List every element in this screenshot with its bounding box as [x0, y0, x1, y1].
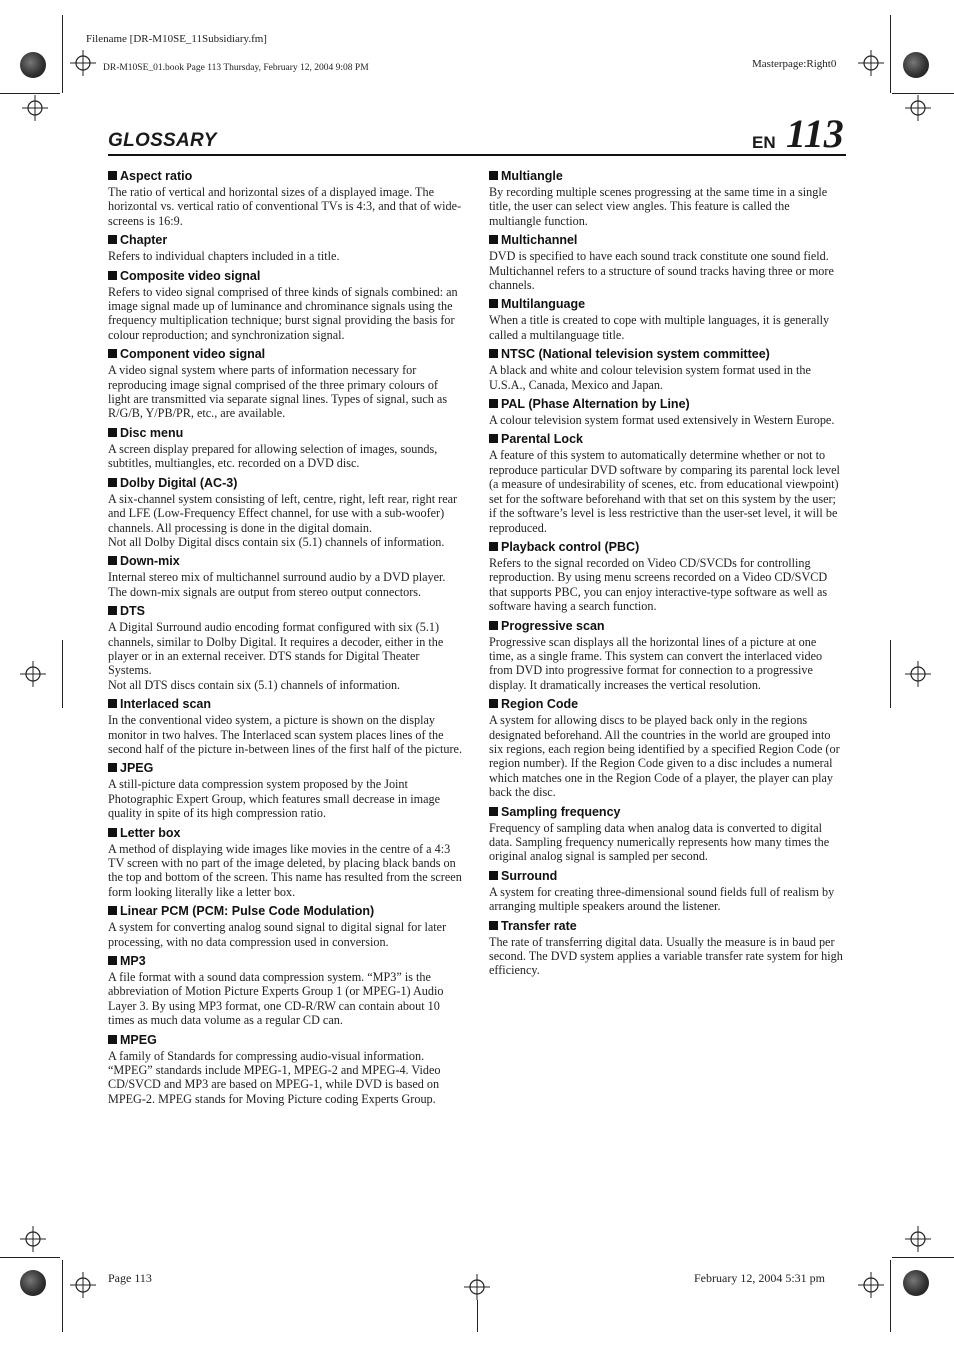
definition-paragraph: Frequency of sampling data when analog data is converted to digital data. Sampling frequency numerically represents how many times the original analog signal is sampled per second. [489, 820, 830, 864]
glossary-definition [108, 970, 463, 1028]
square-bullet-icon [108, 606, 117, 615]
glossary-term-text: MPEG [120, 1032, 157, 1047]
glossary-term [108, 696, 463, 712]
page-title: GLOSSARY [108, 130, 217, 151]
glossary-definition [489, 448, 844, 534]
glossary-term [489, 296, 844, 312]
square-bullet-icon [108, 1035, 117, 1044]
square-bullet-icon [489, 807, 498, 816]
glossary-definition [108, 920, 463, 949]
definition-paragraph: Not all DTS discs contain six (5.1) channels of information. [108, 677, 401, 692]
glossary-term [108, 903, 463, 919]
glossary-entry [489, 539, 844, 614]
glossary-entry [108, 268, 463, 343]
square-bullet-icon [489, 434, 498, 443]
glossary-term [108, 475, 463, 491]
glossary-term [108, 268, 463, 284]
filename-label: Filename [DR-M10SE_11Subsidiary.fm] [86, 33, 267, 45]
square-bullet-icon [108, 271, 117, 280]
glossary-definition [108, 842, 463, 900]
square-bullet-icon [108, 556, 117, 565]
glossary-term-text: NTSC (National television system committee) [501, 347, 770, 362]
definition-paragraph: A method of displaying wide images like movies in the centre of a 4:3 TV screen with no part of the image deleted, by placing black bands on the top and bottom of the screen. This name has resulted from the screen form looking literally like a letter box. [108, 841, 462, 899]
glossary-term-text: Down-mix [120, 554, 180, 569]
glossary-entry [108, 346, 463, 421]
glossary-term [489, 696, 844, 712]
glossary-entry [489, 431, 844, 534]
crosshair-icon [70, 50, 96, 76]
glossary-definition [108, 285, 463, 343]
definition-paragraph: Refers to the signal recorded on Video CD/SVCDs for controlling reproduction. By using menu screens recorded on a Video CD/SVCD that supports PBC, you can enjoy interactive-type software as well as software having a search function. [489, 555, 828, 614]
glossary-term-text: Chapter [120, 233, 168, 248]
glossary-term [108, 825, 463, 841]
square-bullet-icon [489, 299, 498, 308]
definition-paragraph: The rate of transferring digital data. Usually the measure is in baud per second. The DVD system applies a variable transfer rate system for high efficiency. [489, 934, 843, 978]
glossary-term-text: Region Code [501, 697, 579, 712]
definition-paragraph: A black and white and colour television system format used in the U.S.A., Canada, Mexico and Japan. [489, 363, 811, 392]
crosshair-icon [905, 1226, 931, 1252]
definition-paragraph: DVD is specified to have each sound track constitute one sound field. Multichannel refers to a structure of sound tracks having three or more channels. [489, 249, 834, 293]
masterpage-label: Masterpage:Right0 [752, 58, 837, 70]
glossary-entry [489, 696, 844, 799]
glossary-left-column [108, 168, 463, 1110]
glossary-term-text: Multichannel [501, 233, 578, 248]
glossary-definition [108, 713, 463, 756]
glossary-term-text: Dolby Digital (AC-3) [120, 475, 238, 490]
glossary-entry [108, 953, 463, 1028]
square-bullet-icon [489, 542, 498, 551]
crosshair-icon [70, 1272, 96, 1298]
crosshair-icon [20, 1226, 46, 1252]
glossary-term [489, 431, 844, 447]
square-bullet-icon [489, 235, 498, 244]
registration-ball-icon [903, 52, 929, 78]
square-bullet-icon [108, 171, 117, 180]
definition-paragraph: Internal stereo mix of multichannel surround audio by a DVD player. The down-mix signals are output from stereo output connectors. [108, 570, 446, 599]
glossary-definition [489, 713, 844, 799]
glossary-entry [489, 618, 844, 693]
glossary-definition [108, 363, 463, 421]
glossary-definition [489, 363, 844, 392]
glossary-entry [108, 425, 463, 471]
glossary-term [489, 918, 844, 934]
definition-paragraph: A system for allowing discs to be played back only in the regions designated beforehand. All the countries in the world are grouped into six regions, each region being identified by a specified Region Code (or region number). If the Region Code given to a disc includes a numeral which matches one in the Region Code of a player, the player can play back the disc. [489, 713, 840, 800]
language-label: EN [752, 133, 776, 152]
crosshair-icon [464, 1274, 490, 1300]
glossary-term-text: Composite video signal [120, 268, 261, 283]
square-bullet-icon [108, 235, 117, 244]
glossary-definition [489, 635, 844, 693]
definition-paragraph: A Digital Surround audio encoding format configured with six (5.1) channels, similar to Dolby Digital. It requires a decoder, either in the player or in an external receiver. DTS stands for Digital Theater Systems. [108, 620, 444, 678]
crosshair-icon [858, 50, 884, 76]
glossary-right-column [489, 168, 844, 982]
glossary-definition [489, 885, 844, 914]
square-bullet-icon [108, 906, 117, 915]
square-bullet-icon [489, 621, 498, 630]
glossary-term [489, 868, 844, 884]
glossary-entry [108, 1032, 463, 1107]
glossary-definition [489, 556, 844, 614]
glossary-term [489, 346, 844, 362]
square-bullet-icon [108, 828, 117, 837]
definition-paragraph: Refers to individual chapters included in a title. [108, 249, 340, 264]
glossary-definition [108, 492, 463, 550]
definition-paragraph: A colour television system format used extensively in Western Europe. [489, 413, 835, 428]
glossary-definition [489, 313, 844, 342]
definition-paragraph: A system for converting analog sound signal to digital signal for later processing, with no data compression used in conversion. [108, 920, 447, 949]
glossary-term-text: Surround [501, 868, 558, 883]
square-bullet-icon [489, 921, 498, 930]
glossary-term [108, 425, 463, 441]
definition-paragraph: A video signal system where parts of information necessary for reproducing image signal comprised of the three primary colours of light are transmitted via separate signal lines. Types of signal, such as R/G/B, Y/PB/PR, etc., are available. [108, 363, 448, 421]
definition-paragraph: Progressive scan displays all the horizontal lines of a picture at one time, as a single frame. This system can convert the interlaced video from DVD into progressive format for connection to a progressive display. It dramatically increases the vertical resolution. [489, 634, 823, 692]
square-bullet-icon [489, 349, 498, 358]
definition-paragraph: A six-channel system consisting of left, centre, right, left rear, right rear and LFE (Low-Frequency Effect channel, for use with a sub-woofer) channels. All processing is done in the digital domain. [108, 491, 458, 535]
square-bullet-icon [108, 428, 117, 437]
glossary-entry [108, 603, 463, 692]
crosshair-icon [22, 95, 48, 121]
square-bullet-icon [489, 699, 498, 708]
registration-ball-icon [20, 1270, 46, 1296]
glossary-definition [489, 249, 844, 292]
glossary-term-text: Disc menu [120, 425, 184, 440]
glossary-entry [489, 918, 844, 978]
glossary-entry [108, 553, 463, 599]
glossary-term [108, 168, 463, 184]
glossary-term [489, 168, 844, 184]
glossary-entry [108, 825, 463, 900]
glossary-term [489, 232, 844, 248]
definition-paragraph: Refers to video signal comprised of three kinds of signals combined: an image signal made up of luminance and chrominance signals using the frequency multiplication technique; burst signal providing the basis for colour reproduction; and synchronization signal. [108, 284, 458, 342]
glossary-term-text: Linear PCM (PCM: Pulse Code Modulation) [120, 904, 375, 919]
definition-paragraph: A file format with a sound data compression system. “MP3” is the abbreviation of Motion Picture Experts Group 1 (or MPEG-1) Audio Layer 3. By using MP3 format, one CD-R/RW can contain about 10 times as much data volume as a regular CD can. [108, 970, 444, 1028]
definition-paragraph: A family of Standards for compressing audio-visual information. “MPEG” standards include MPEG-1, MPEG-2 and MPEG-4. Video CD/SVCD and MP3 are based on MPEG-1, while DVD is based on MPEG-2. MPEG stands for Moving Picture coding Experts Group. [108, 1048, 441, 1106]
glossary-definition [489, 185, 844, 228]
glossary-definition [108, 1049, 463, 1107]
glossary-entry [108, 168, 463, 228]
definition-paragraph: Not all Dolby Digital discs contain six (5.1) channels of information. [108, 534, 445, 549]
header-rule [108, 154, 846, 156]
glossary-entry [489, 232, 844, 292]
glossary-entry [108, 760, 463, 820]
registration-ball-icon [20, 52, 46, 78]
glossary-term-text: JPEG [120, 761, 154, 776]
glossary-definition [489, 821, 844, 864]
square-bullet-icon [108, 349, 117, 358]
glossary-entry [489, 296, 844, 342]
glossary-entry [108, 232, 463, 263]
glossary-term-text: Multilanguage [501, 297, 586, 312]
glossary-term [108, 232, 463, 248]
glossary-definition [108, 620, 463, 692]
registration-ball-icon [903, 1270, 929, 1296]
definition-paragraph: A feature of this system to automatically determine whether or not to reproduce particular DVD software by comparing its parental lock level (a measure of undesirability of scenes, etc. from educational viewpoint) set for the software beforehand with that set on this system by the user; if the software’s level is less restrictive than the user-set level, it will be reproduced. [489, 448, 840, 535]
glossary-entry [489, 868, 844, 914]
glossary-term-text: Interlaced scan [120, 697, 212, 712]
glossary-term-text: Sampling frequency [501, 804, 621, 819]
square-bullet-icon [489, 399, 498, 408]
glossary-definition [108, 442, 463, 471]
footer-page-label: Page 113 [108, 1271, 152, 1285]
crosshair-icon [20, 661, 46, 687]
glossary-term [108, 603, 463, 619]
glossary-definition [108, 185, 463, 228]
glossary-entry [108, 903, 463, 949]
crosshair-icon [905, 95, 931, 121]
glossary-entry [489, 396, 844, 427]
definition-paragraph: A still-picture data compression system proposed by the Joint Photographic Expert Group, which features small decrease in image quality in spite of its high compression ratio. [108, 777, 440, 821]
glossary-term [489, 618, 844, 634]
glossary-term [108, 1032, 463, 1048]
glossary-term [108, 760, 463, 776]
definition-paragraph: When a title is created to cope with multiple languages, it is generally called a multilanguage title. [489, 313, 830, 342]
definition-paragraph: In the conventional video system, a picture is shown on the display monitor in two halves. The Interlaced scan system places lines of the second half of the picture in-between lines of the first half of the picture. [108, 713, 462, 756]
glossary-term-text: Multiangle [501, 169, 563, 183]
crosshair-icon [858, 1272, 884, 1298]
glossary-term-text: Aspect ratio [120, 169, 193, 183]
glossary-term-text: Progressive scan [501, 618, 605, 633]
glossary-entry [108, 475, 463, 550]
crosshair-icon [905, 661, 931, 687]
glossary-term [489, 804, 844, 820]
square-bullet-icon [108, 763, 117, 772]
glossary-term-text: Parental Lock [501, 432, 583, 447]
square-bullet-icon [489, 171, 498, 180]
glossary-term-text: DTS [120, 604, 145, 619]
page-number: 113 [786, 111, 844, 156]
glossary-term-text: Transfer rate [501, 918, 577, 933]
glossary-term-text: Letter box [120, 825, 181, 840]
book-info-label: DR-M10SE_01.book Page 113 Thursday, February 12, 2004 9:08 PM [103, 63, 369, 73]
glossary-term [489, 539, 844, 555]
glossary-entry [489, 346, 844, 392]
glossary-entry [489, 168, 844, 228]
glossary-definition [489, 413, 844, 427]
definition-paragraph: A screen display prepared for allowing selection of images, sounds, subtitles, multiangles, etc. recorded on a DVD disc. [108, 441, 438, 471]
glossary-definition [108, 570, 463, 599]
square-bullet-icon [489, 871, 498, 880]
square-bullet-icon [108, 478, 117, 487]
glossary-definition [108, 249, 463, 263]
glossary-term [108, 553, 463, 569]
glossary-term-text: Component video signal [120, 347, 266, 362]
glossary-entry [489, 804, 844, 864]
glossary-entry [108, 696, 463, 756]
glossary-definition [108, 777, 463, 820]
definition-paragraph: By recording multiple scenes progressing at the same time in a single title, the user can select view angles. This feature is called the multiangle function. [489, 185, 828, 228]
glossary-definition [489, 935, 844, 978]
glossary-term [108, 953, 463, 969]
square-bullet-icon [108, 956, 117, 965]
glossary-term [108, 346, 463, 362]
glossary-term-text: PAL (Phase Alternation by Line) [501, 397, 690, 412]
definition-paragraph: A system for creating three-dimensional sound fields full of realism by arranging multiple speakers around the listener. [489, 884, 835, 914]
footer-timestamp: February 12, 2004 5:31 pm [694, 1271, 825, 1285]
glossary-term [489, 396, 844, 412]
square-bullet-icon [108, 699, 117, 708]
glossary-term-text: MP3 [120, 954, 146, 969]
glossary-term-text: Playback control (PBC) [501, 539, 640, 554]
definition-paragraph: The ratio of vertical and horizontal sizes of a displayed image. The horizontal vs. vertical ratio of conventional TVs is 4:3, and that of wide-screens is 16:9. [108, 185, 462, 228]
